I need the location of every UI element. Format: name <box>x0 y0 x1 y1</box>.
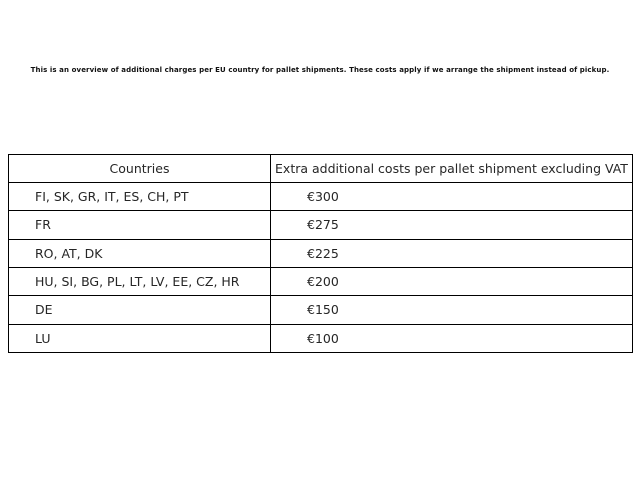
table-row <box>9 324 633 352</box>
charges-table <box>8 154 633 353</box>
table-row <box>9 267 633 295</box>
table-row <box>9 211 633 239</box>
header-row <box>9 155 633 183</box>
cost-cell: €200 <box>271 267 633 295</box>
intro-text: This is an overview of additional charges per EU country for pallet shipments. These costs apply if we arrange the shipment instead of pickup. <box>30 66 610 74</box>
cost-cell: €150 <box>271 296 633 324</box>
countries-cell: LU <box>9 324 271 352</box>
countries-cell: RO, AT, DK <box>9 239 271 267</box>
countries-cell: DE <box>9 296 271 324</box>
countries-cell: FI, SK, GR, IT, ES, CH, PT <box>9 183 271 211</box>
cost-cell: €300 <box>271 183 633 211</box>
table-body <box>9 183 633 353</box>
column-header-countries: Countries <box>9 155 271 183</box>
column-header-costs: Extra additional costs per pallet shipment excluding VAT <box>271 155 633 183</box>
table-row <box>9 183 633 211</box>
countries-cell: FR <box>9 211 271 239</box>
cost-cell: €275 <box>271 211 633 239</box>
cost-cell: €100 <box>271 324 633 352</box>
cost-cell: €225 <box>271 239 633 267</box>
table-row <box>9 239 633 267</box>
countries-cell: HU, SI, BG, PL, LT, LV, EE, CZ, HR <box>9 267 271 295</box>
table-row <box>9 296 633 324</box>
